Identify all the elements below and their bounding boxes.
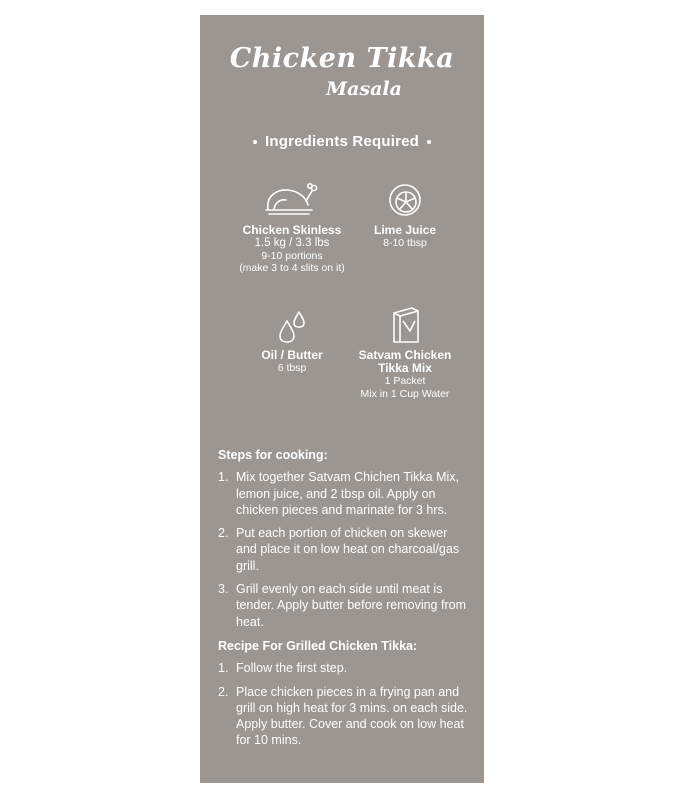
grilled-heading: Recipe For Grilled Chicken Tikka: (218, 638, 418, 653)
step-number: 2. (218, 684, 229, 699)
grilled-steps-list (218, 660, 468, 748)
ingredient-qty: 8-10 tbsp (383, 237, 427, 249)
ingredient-name: Lime Juice (373, 223, 437, 237)
bullet-dot (253, 140, 257, 144)
recipe-title: Chicken Tikka (229, 43, 455, 74)
ingredient-lime (355, 224, 455, 250)
step-text: Mix together Satvam Chichen Tikka Mix, lemon juice, and 2 tbsp oil. Apply on chicken pieces and marinate for 3 hrs. (236, 470, 459, 517)
ingredient-qty: 1 Packet (384, 375, 426, 387)
spice-packet-icon (390, 305, 422, 345)
ingredient-tikka-mix (344, 349, 466, 400)
ingredient-note: (make 3 to 4 slits on it) (239, 262, 345, 274)
ingredients-heading (200, 133, 484, 150)
steps-list (218, 469, 468, 630)
ingredient-name: Chicken Skinless (242, 223, 342, 237)
lime-icon (386, 181, 424, 219)
ingredient-portions: 9-10 portions (261, 249, 323, 262)
ingredient-name: Oil / Butter (261, 348, 323, 362)
bullet-dot (427, 140, 431, 144)
recipe-subtitle: Masala (326, 78, 402, 100)
ingredient-note: Mix in 1 Cup Water (360, 387, 450, 400)
step-item (218, 581, 468, 630)
step-item (218, 469, 468, 518)
ingredient-oil (242, 349, 342, 375)
step-number: 2. (218, 526, 229, 541)
step-number: 1. (218, 470, 229, 485)
steps-heading: Steps for cooking: (218, 448, 328, 462)
step-item (218, 660, 468, 676)
step-number: 1. (218, 661, 229, 676)
step-text: Follow the first step. (236, 661, 348, 676)
roast-chicken-icon (262, 179, 322, 221)
step-text: Put each portion of chicken on skewer and place it on low heat on charcoal/gas grill. (236, 526, 460, 573)
step-item (218, 525, 468, 574)
oil-drops-icon (276, 309, 308, 345)
ingredient-name: Satvam Chicken (358, 348, 452, 362)
step-item (218, 684, 468, 749)
step-text: Grill evenly on each side until meat is tender. Apply butter before removing from heat. (236, 582, 466, 629)
ingredient-name-line2: Tikka Mix (378, 361, 432, 375)
step-number: 3. (218, 582, 229, 597)
recipe-card (200, 15, 484, 783)
ingredient-qty: 6 tbsp (277, 362, 307, 374)
steps-section (218, 447, 468, 756)
ingredient-chicken (222, 224, 362, 275)
ingredient-qty: 1.5 kg / 3.3 lbs (254, 237, 330, 249)
step-text: Place chicken pieces in a frying pan and grill on high heat for 3 mins. on each side. Apply butter. Cover and cook on low heat for 10 mins. (236, 684, 468, 748)
ingredients-heading-text: Ingredients Required (264, 133, 420, 150)
